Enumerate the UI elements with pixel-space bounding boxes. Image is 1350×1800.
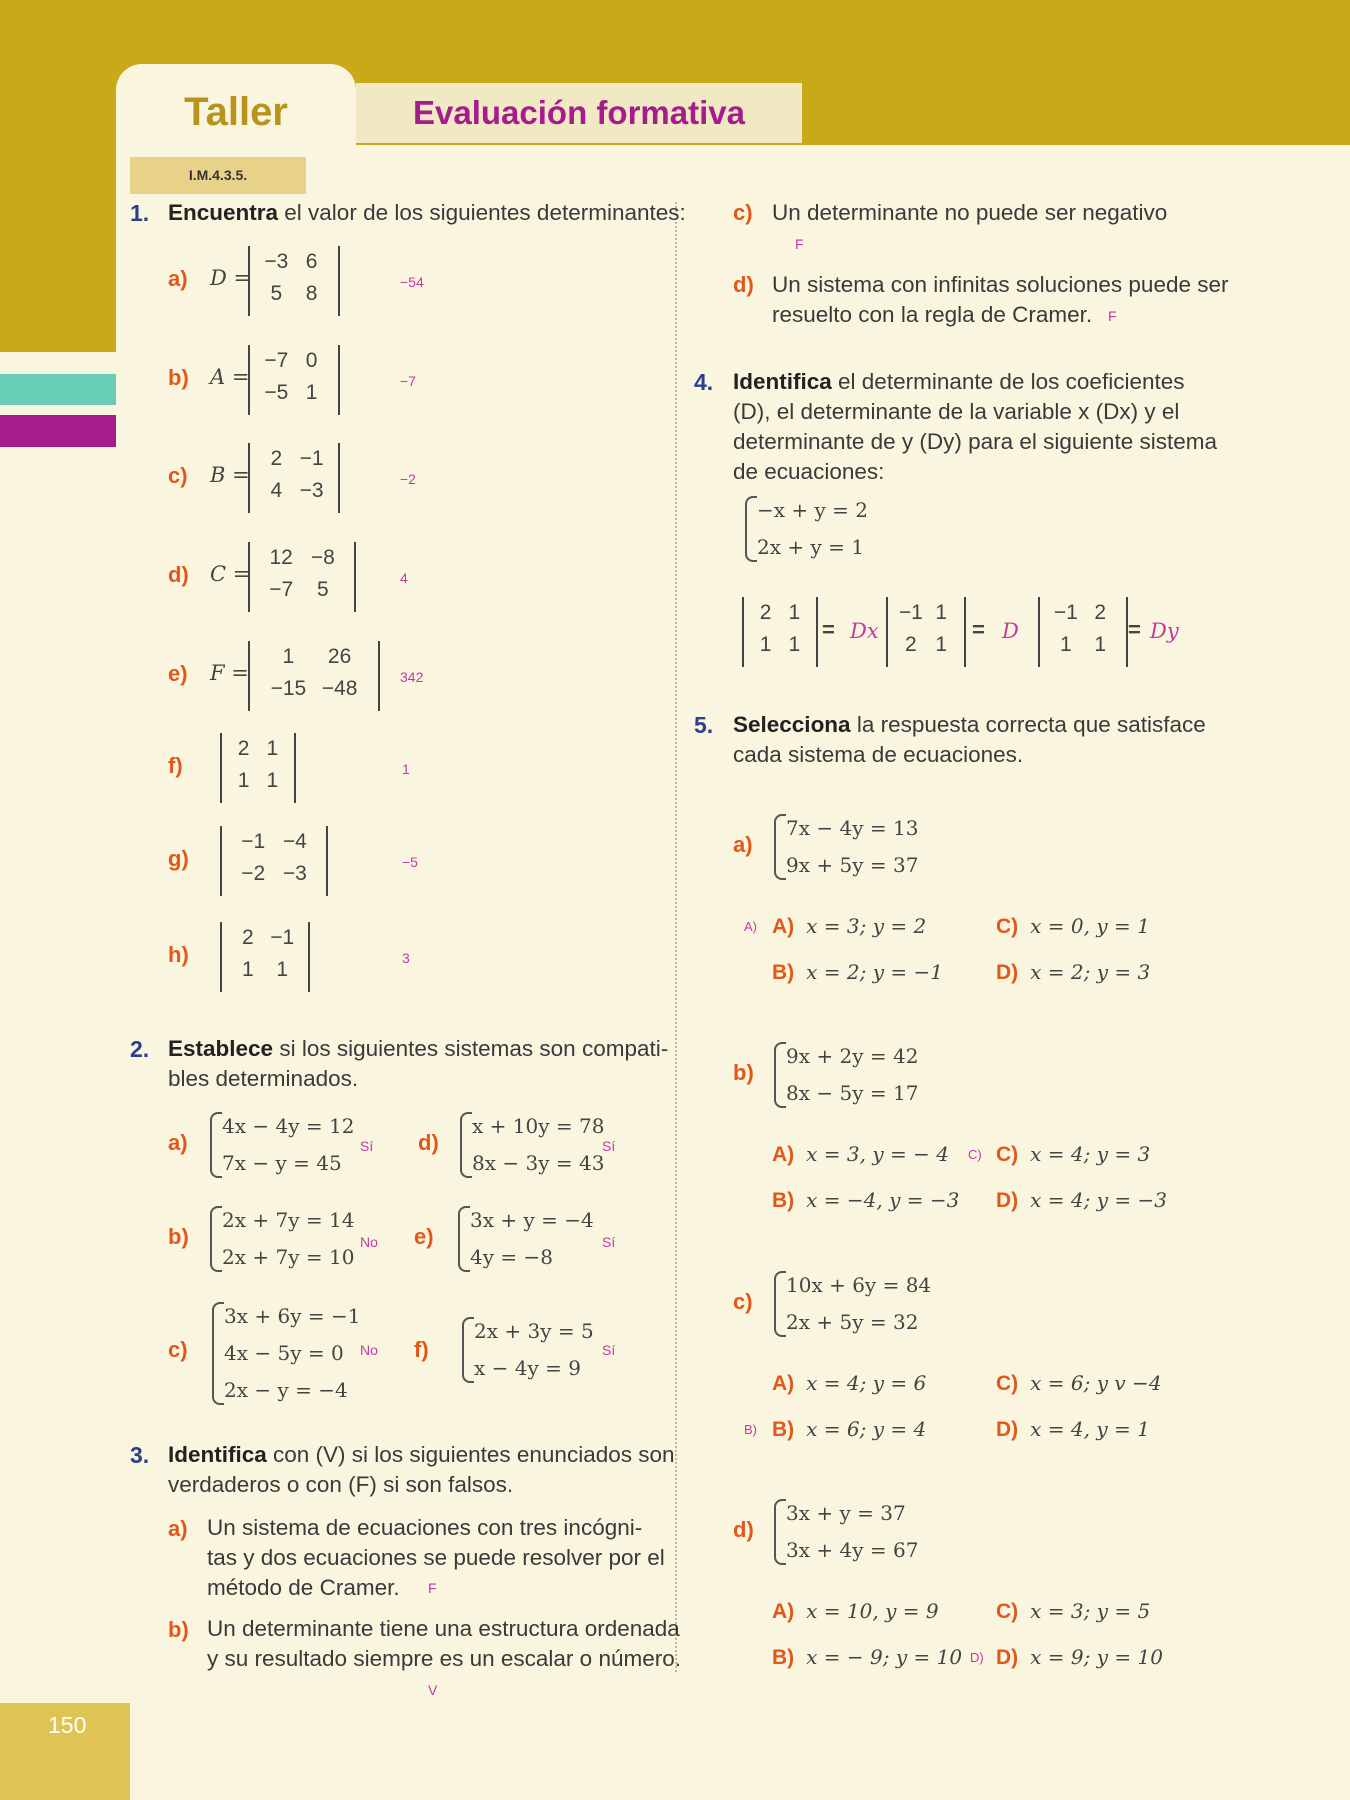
q1-item-label: d) — [168, 562, 189, 587]
q2-item-label: b) — [168, 1224, 189, 1249]
q3-item-line: método de Cramer. — [207, 1575, 400, 1600]
q5-option-value: x = − 9; y = 10 — [806, 1645, 963, 1669]
q4-determinant — [742, 597, 818, 667]
q5-answer: B) — [744, 1422, 757, 1437]
q4-determinant — [886, 597, 966, 667]
teal-stripe — [0, 374, 116, 405]
q4-line-2: determinante de y (Dy) para el siguiente sistema — [733, 429, 1217, 454]
q5-option — [772, 1188, 959, 1213]
q1-determinant-cell: 2 — [237, 737, 250, 760]
q4-determinant-cell: 2 — [759, 601, 772, 624]
q5-option-value: x = 4; y = −3 — [1030, 1188, 1167, 1212]
q3-item-line: tas y dos ecuaciones se puede resolver por el — [207, 1545, 665, 1570]
q5-system — [774, 1038, 918, 1112]
q3-text — [168, 1440, 675, 1500]
purple-stripe — [0, 415, 116, 447]
q1-determinant — [248, 641, 380, 711]
q5-option-letter: D) — [996, 961, 1019, 984]
q5-option-value: x = 10, y = 9 — [806, 1599, 939, 1623]
q1-answer: −7 — [400, 373, 416, 389]
q4-system-line: −x + y = 2 — [757, 498, 869, 522]
q4-equals: = — [1128, 617, 1141, 642]
q5-option-value: x = 6; y v −4 — [1030, 1371, 1162, 1395]
q5-option-letter: D) — [996, 1418, 1019, 1441]
q1-determinant-cell: −1 — [299, 447, 324, 470]
q1-det-name: F = — [210, 661, 249, 685]
q5-option — [996, 1188, 1167, 1213]
q5-option-letter: A) — [772, 915, 795, 938]
q1-determinant-cell: 1 — [282, 645, 295, 668]
q2-system — [458, 1202, 594, 1276]
q5-option-value: x = 4, y = 1 — [1030, 1417, 1150, 1441]
q2-system-brace — [210, 1206, 222, 1272]
q4-bold: Identifica — [733, 369, 832, 394]
q5-option-letter: D) — [996, 1646, 1019, 1669]
q1-determinant-cell: 8 — [305, 282, 318, 305]
q2-system-line: 2x + 7y = 14 — [222, 1208, 355, 1232]
q3-item-text — [772, 198, 1167, 228]
q2-system-line: 3x + 6y = −1 — [224, 1304, 361, 1328]
q4-determinant-cell: 1 — [1094, 633, 1107, 656]
q1-item-label: e) — [168, 661, 188, 686]
q5-system — [774, 810, 918, 884]
q2-system-line: 3x + y = −4 — [470, 1208, 594, 1232]
q5-item-label: b) — [733, 1060, 754, 1085]
q5-option-letter: D) — [996, 1189, 1019, 1212]
q5-option-letter: B) — [772, 1189, 795, 1212]
q5-option — [772, 1142, 949, 1167]
q4-system-line: 2x + y = 1 — [757, 535, 864, 559]
q5-option-letter: A) — [772, 1143, 795, 1166]
q4-result: D — [1002, 619, 1019, 643]
q2-bold: Establece — [168, 1036, 274, 1061]
skill-code-badge: I.M.4.3.5. — [130, 157, 306, 194]
q1-det-name: A = — [210, 365, 250, 389]
q1-determinant-cell: 1 — [237, 769, 250, 792]
q1-determinant-cell: −3 — [264, 250, 289, 273]
q5-system-line: 8x − 5y = 17 — [786, 1081, 919, 1105]
q5-option-letter: C) — [996, 1372, 1019, 1395]
q4-system-brace — [745, 496, 757, 562]
q2-system-line: 4x − 4y = 12 — [222, 1114, 355, 1138]
q4-result: Dy — [1150, 619, 1179, 643]
q5-option-value: x = 2; y = −1 — [806, 960, 943, 984]
q1-determinant-cell: 12 — [269, 546, 293, 569]
q5-answer: A) — [744, 919, 757, 934]
q1-determinant-cell: 5 — [270, 282, 283, 305]
q2-system — [210, 1202, 354, 1276]
q1-determinant-cell: 1 — [241, 958, 254, 981]
q5-number: 5. — [694, 712, 714, 738]
q4-determinant-cell: 1 — [935, 633, 948, 656]
q5-option-letter: C) — [996, 915, 1019, 938]
q1-determinant-cell: −8 — [310, 546, 335, 569]
q5-option-value: x = 4; y = 6 — [806, 1371, 927, 1395]
q1-answer: 1 — [402, 761, 410, 777]
q1-determinant — [248, 443, 340, 513]
q5-option-value: x = 2; y = 3 — [1030, 960, 1151, 984]
q1-item-label: h) — [168, 942, 189, 967]
q5-rest2: cada sistema de ecuaciones. — [733, 742, 1024, 767]
q3-item-line: Un sistema con infinitas soluciones puede ser — [772, 272, 1229, 297]
q3-answer: F — [795, 236, 804, 252]
q1-item-label: b) — [168, 365, 189, 390]
q3-item-line: resuelto con la regla de Cramer. — [772, 302, 1093, 327]
q5-system-line: 9x + 5y = 37 — [786, 853, 919, 877]
q1-determinant-cell: −7 — [269, 578, 294, 601]
q5-system-line: 7x − 4y = 13 — [786, 816, 919, 840]
q5-option-value: x = 9; y = 10 — [1030, 1645, 1163, 1669]
q5-option — [996, 914, 1150, 939]
q1-determinant — [248, 542, 356, 612]
q1-answer: 3 — [402, 950, 410, 966]
q1-determinant — [248, 345, 340, 415]
q2-answer: Sí — [360, 1138, 374, 1154]
q5-option — [772, 1417, 926, 1442]
q4-determinant-cell: 2 — [904, 633, 917, 656]
q5-option — [996, 1142, 1150, 1167]
q2-system-brace — [460, 1112, 472, 1178]
q1-determinant-cell: 1 — [266, 737, 279, 760]
q2-answer: No — [360, 1234, 378, 1250]
q2-item-label: f) — [414, 1337, 429, 1362]
q1-det-name: D = — [210, 266, 252, 290]
q2-system-line: 4y = −8 — [470, 1245, 553, 1269]
q4-text — [733, 367, 1223, 487]
q3-item-text — [772, 270, 1229, 330]
q2-system-line: 2x − y = −4 — [224, 1378, 348, 1402]
q1-text — [168, 198, 686, 228]
q1-bold: Encuentra — [168, 200, 279, 225]
q1-answer: −5 — [402, 854, 418, 870]
q2-system-brace — [212, 1302, 224, 1405]
q2-answer: Sí — [602, 1234, 616, 1250]
q5-option-letter: B) — [772, 1646, 795, 1669]
q4-result: Dx — [850, 619, 879, 643]
q1-answer: 342 — [400, 669, 424, 685]
q5-item-label: a) — [733, 832, 753, 857]
q2-number: 2. — [130, 1036, 150, 1062]
taller-title: Taller — [184, 90, 288, 134]
q1-determinant — [220, 733, 296, 803]
q1-det-name: B = — [210, 463, 250, 487]
q5-option-letter: A) — [772, 1600, 795, 1623]
q1-item-label: c) — [168, 463, 188, 488]
q5-option-value: x = 6; y = 4 — [806, 1417, 927, 1441]
q1-determinant-cell: −15 — [270, 677, 307, 700]
q1-determinant-cell: −1 — [270, 926, 295, 949]
q5-option — [996, 1417, 1150, 1442]
q4-determinant — [1038, 597, 1128, 667]
q3-number: 3. — [130, 1442, 150, 1468]
q3-item-label: a) — [168, 1516, 188, 1541]
q2-system-line: x + 10y = 78 — [472, 1114, 605, 1138]
q2-rest1: si los siguientes sistemas son compati- — [273, 1036, 669, 1061]
q5-option-value: x = 4; y = 3 — [1030, 1142, 1151, 1166]
q2-text — [168, 1034, 668, 1094]
q5-option — [772, 1371, 926, 1396]
q2-system-line: 4x − 5y = 0 — [224, 1341, 344, 1365]
q4-system — [745, 492, 868, 566]
q3-item-line: y su resultado siempre es un escalar o número. — [207, 1646, 681, 1671]
evaluation-title: Evaluación formativa — [413, 94, 745, 131]
q5-option — [772, 914, 926, 939]
q5-option — [996, 1599, 1150, 1624]
q1-determinant-cell: −5 — [264, 381, 289, 404]
q5-option-value: x = −4, y = −3 — [806, 1188, 960, 1212]
q1-determinant-cell: −7 — [264, 349, 289, 372]
q2-answer: No — [360, 1342, 378, 1358]
q5-answer: D) — [970, 1650, 984, 1665]
q1-rest: el valor de los siguientes determinantes: — [278, 200, 686, 225]
q5-system-brace — [774, 1042, 786, 1108]
q2-system — [210, 1108, 354, 1182]
q3-item-label: c) — [733, 200, 753, 225]
q5-system-brace — [774, 814, 786, 880]
page-number: 150 — [48, 1712, 87, 1738]
q5-option-letter: C) — [996, 1600, 1019, 1623]
q2-item-label: d) — [418, 1130, 439, 1155]
q5-option — [772, 1645, 962, 1670]
q1-determinant — [220, 922, 310, 992]
q4-determinant-cell: 1 — [1059, 633, 1072, 656]
q1-determinant-cell: 1 — [266, 769, 279, 792]
q5-option-value: x = 3, y = − 4 — [806, 1142, 949, 1166]
q2-item-label: a) — [168, 1130, 188, 1155]
q4-determinant-cell: 1 — [759, 633, 772, 656]
q1-determinant-cell: 26 — [327, 645, 352, 668]
q5-option-value: x = 3; y = 5 — [1030, 1599, 1151, 1623]
q1-determinant-cell: 1 — [305, 381, 318, 404]
q5-option — [996, 960, 1150, 985]
q4-equals: = — [822, 617, 835, 642]
q1-determinant-cell: −2 — [241, 862, 266, 885]
q5-option-letter: B) — [772, 961, 795, 984]
q5-option — [772, 960, 943, 985]
q1-determinant-cell: 5 — [316, 578, 329, 601]
q2-rest2: bles determinados. — [168, 1066, 359, 1091]
q3-answer: F — [428, 1580, 437, 1596]
q3-item-text — [207, 1614, 681, 1674]
q2-system — [462, 1313, 594, 1387]
q5-system-line: 10x + 6y = 84 — [786, 1273, 932, 1297]
q2-item-label: c) — [168, 1337, 188, 1362]
q5-option-letter: A) — [772, 1372, 795, 1395]
q1-determinant-cell: −3 — [299, 479, 324, 502]
q2-system — [212, 1298, 360, 1409]
q1-item-label: f) — [168, 753, 183, 778]
q1-answer: 4 — [400, 570, 408, 586]
q3-item-label: d) — [733, 272, 754, 297]
q4-determinant-cell: 1 — [788, 633, 801, 656]
q2-system-line: 2x + 3y = 5 — [474, 1319, 594, 1343]
q2-system — [460, 1108, 604, 1182]
q4-equals: = — [972, 617, 985, 642]
q5-item-label: d) — [733, 1517, 754, 1542]
q5-option — [996, 1645, 1163, 1670]
q1-determinant-cell: −48 — [321, 677, 358, 700]
q4-determinant-cell: 2 — [1094, 601, 1107, 624]
q3-item-label: b) — [168, 1617, 189, 1642]
q1-determinant-cell: 4 — [270, 479, 283, 502]
q4-number: 4. — [694, 369, 714, 395]
q3-rest1: con (V) si los siguientes enunciados son — [266, 1442, 675, 1467]
q1-determinant-cell: 2 — [241, 926, 254, 949]
q5-system — [774, 1495, 918, 1569]
q3-rest2: verdaderos o con (F) si son falsos. — [168, 1472, 514, 1497]
q1-answer: −54 — [400, 274, 424, 290]
q4-line-0: el determinante de los coeficientes — [831, 369, 1185, 394]
q2-answer: Sí — [602, 1138, 616, 1154]
q4-determinant-cell: −1 — [1053, 601, 1078, 624]
q4-determinant-cell: −1 — [898, 601, 923, 624]
q3-item-line: Un sistema de ecuaciones con tres incógni- — [207, 1515, 643, 1540]
q1-number: 1. — [130, 200, 150, 226]
q3-item-line: Un determinante tiene una estructura ordenada — [207, 1616, 680, 1641]
q1-determinant-cell: 1 — [276, 958, 289, 981]
q2-system-line: 8x − 3y = 43 — [472, 1151, 605, 1175]
q1-determinant-cell: 2 — [270, 447, 283, 470]
q2-item-label: e) — [414, 1224, 434, 1249]
q5-system-line: 9x + 2y = 42 — [786, 1044, 919, 1068]
q4-determinant-cell: 1 — [788, 601, 801, 624]
q5-rest1: la respuesta correcta que satisface — [850, 712, 1206, 737]
q1-determinant — [248, 246, 340, 316]
q1-determinant-cell: −1 — [241, 830, 266, 853]
q4-line-1: (D), el determinante de la variable x (Dx) y el — [733, 399, 1180, 424]
q5-text — [733, 710, 1206, 770]
q1-item-label: a) — [168, 266, 188, 291]
q1-determinant-cell: 0 — [305, 349, 318, 372]
q2-system-brace — [210, 1112, 222, 1178]
q5-option — [996, 1371, 1162, 1396]
q5-item-label: c) — [733, 1289, 753, 1314]
q5-option-letter: B) — [772, 1418, 795, 1441]
q4-line-3: de ecuaciones: — [733, 459, 885, 484]
q3-answer: F — [1108, 308, 1117, 324]
q1-determinant-cell: −3 — [282, 862, 307, 885]
column-divider — [675, 202, 677, 1672]
q3-answer: V — [428, 1682, 438, 1698]
q5-option-value: x = 3; y = 2 — [806, 914, 927, 938]
q5-system-line: 3x + 4y = 67 — [786, 1538, 919, 1562]
q3-item-line: Un determinante no puede ser negativo — [772, 200, 1168, 225]
q2-system-brace — [458, 1206, 470, 1272]
left-band — [0, 0, 116, 352]
q1-det-name: C = — [210, 562, 251, 586]
q5-system — [774, 1267, 931, 1341]
q1-item-label: g) — [168, 846, 189, 871]
q5-system-line: 2x + 5y = 32 — [786, 1310, 919, 1334]
q1-determinant-cell: 6 — [305, 250, 318, 273]
q1-answer: −2 — [400, 471, 416, 487]
q1-determinant — [220, 826, 328, 896]
q2-system-brace — [462, 1317, 474, 1383]
q5-system-brace — [774, 1499, 786, 1565]
q1-determinant-cell: −4 — [282, 830, 307, 853]
q5-option-letter: C) — [996, 1143, 1019, 1166]
q3-bold: Identifica — [168, 1442, 267, 1467]
q5-system-brace — [774, 1271, 786, 1337]
q2-system-line: x − 4y = 9 — [474, 1356, 581, 1380]
q2-system-line: 7x − y = 45 — [222, 1151, 342, 1175]
q5-bold: Selecciona — [733, 712, 851, 737]
q2-answer: Sí — [602, 1342, 616, 1358]
q5-answer: C) — [968, 1147, 982, 1162]
q5-system-line: 3x + y = 37 — [786, 1501, 906, 1525]
q5-option-value: x = 0, y = 1 — [1030, 914, 1150, 938]
q2-system-line: 2x + 7y = 10 — [222, 1245, 355, 1269]
q4-determinant-cell: 1 — [935, 601, 948, 624]
q5-option — [772, 1599, 939, 1624]
